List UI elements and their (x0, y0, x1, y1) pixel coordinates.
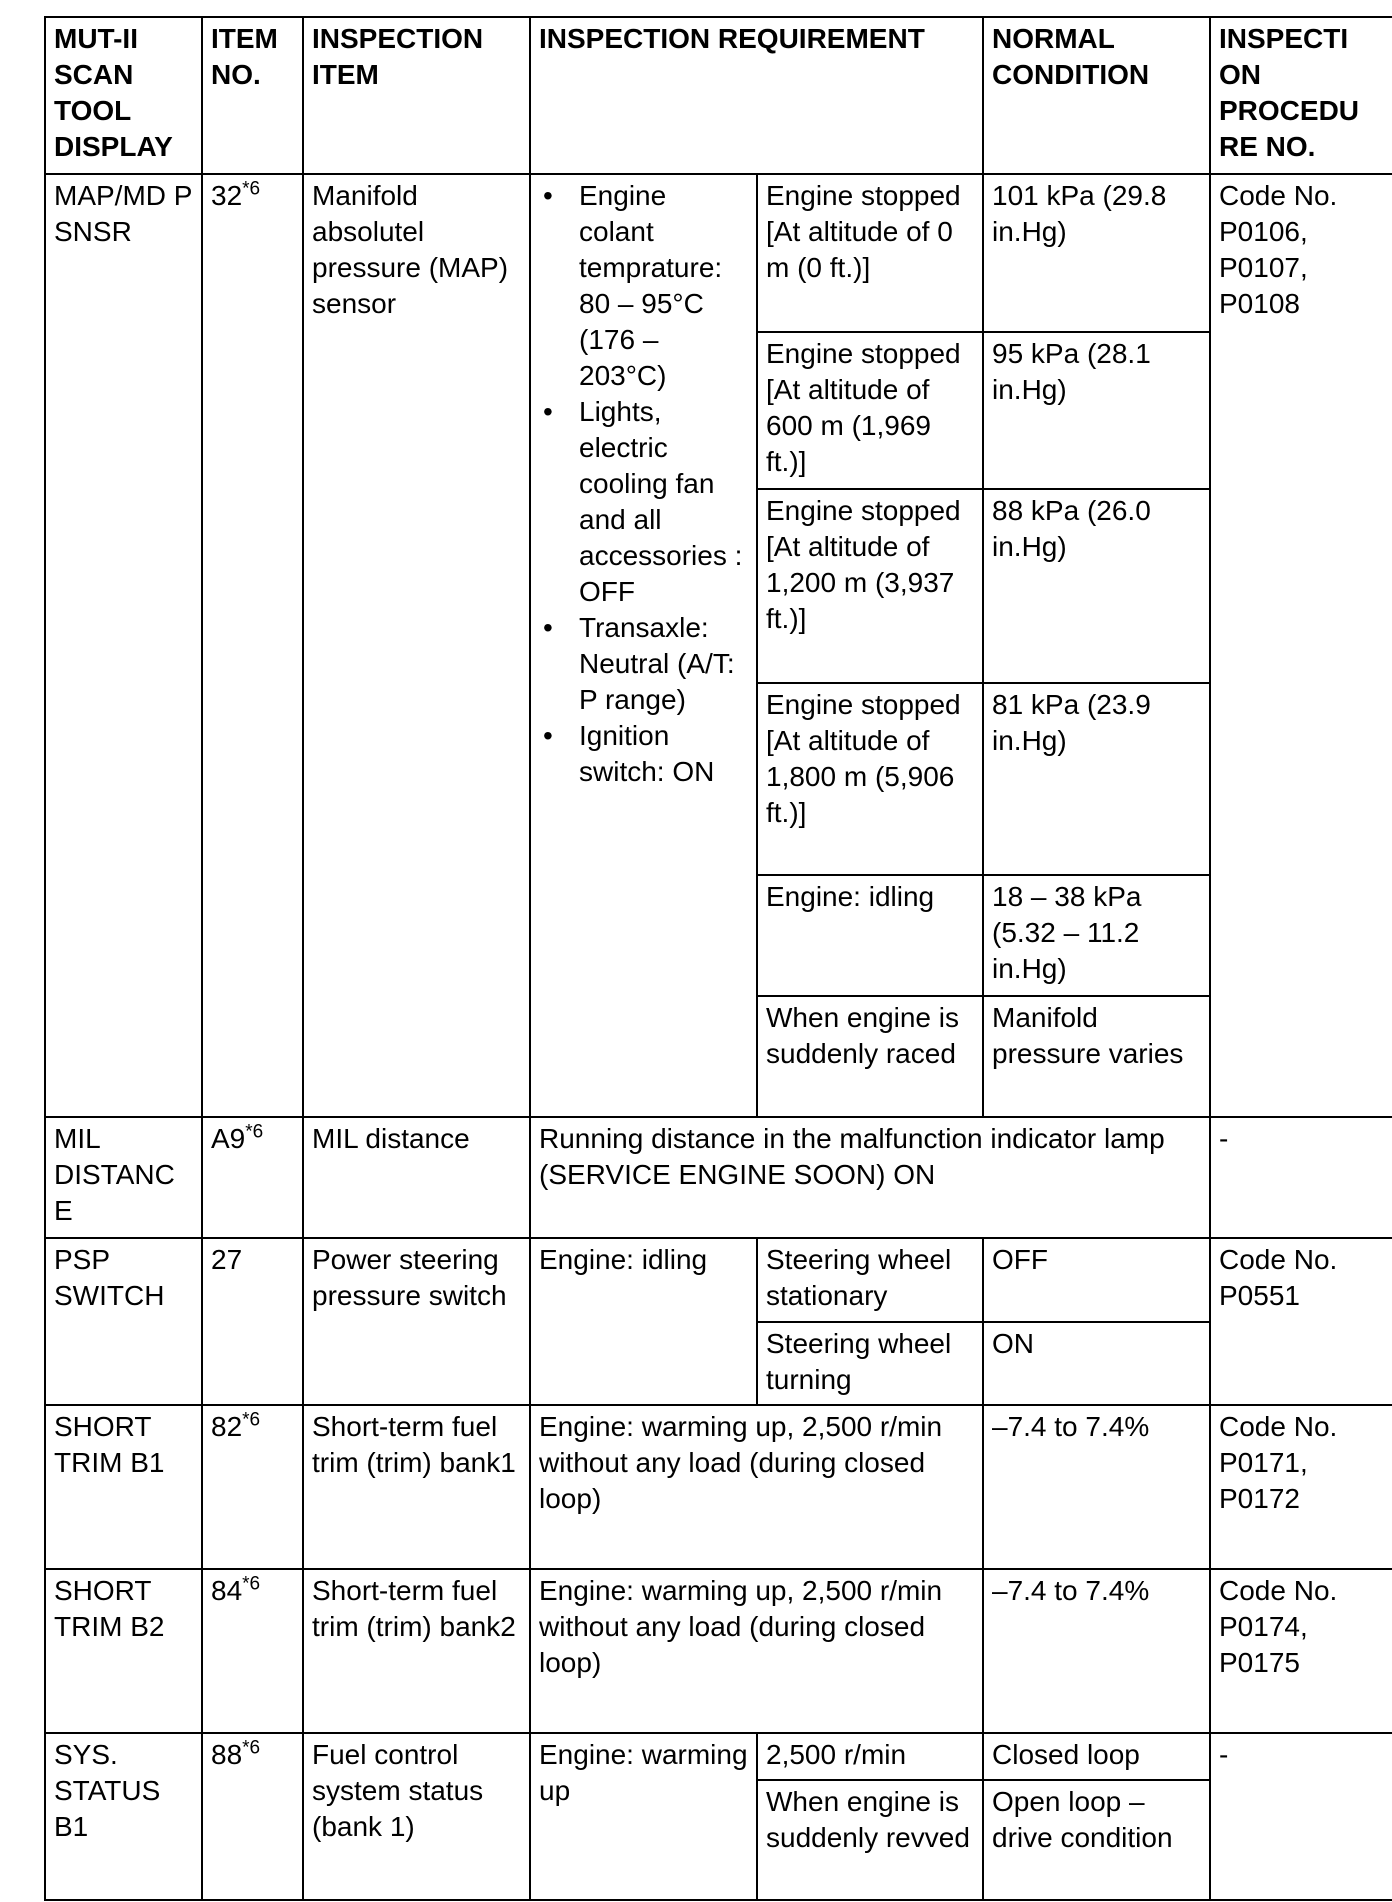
normal-cell: 95 kPa (28.1 in.Hg) (983, 332, 1210, 489)
display-cell: MAP/MD P SNSR (45, 174, 202, 1117)
item-cell: Short-term fuel trim (trim) bank2 (303, 1569, 530, 1733)
normal-cell: –7.4 to 7.4% (983, 1569, 1210, 1733)
item-cell: Manifold absolutel pressure (MAP) sensor (303, 174, 530, 1117)
header-item-no: ITEM NO. (202, 17, 303, 174)
item-no-cell: A9$^{*6}$ (202, 1117, 303, 1238)
table-row (45, 174, 1392, 332)
condition-cell: Steering wheel stationary (757, 1238, 983, 1322)
condition-cell: Engine: idling (757, 875, 983, 996)
table-row (45, 1117, 1392, 1238)
normal-cell: 88 kPa (26.0 in.Hg) (983, 489, 1210, 683)
display-cell: SHORT TRIM B2 (45, 1569, 202, 1733)
item-no-cell: 82$^{*6}$ (202, 1405, 303, 1569)
footnote-mark: *6 (242, 1737, 261, 1759)
condition-cell: Engine stopped [At altitude of 0 m (0 ft.)] (757, 174, 983, 332)
requirement-cell: Running distance in the malfunction indicator lamp (SERVICE ENGINE SOON) ON (530, 1117, 1210, 1238)
table-row (45, 1569, 1392, 1733)
item-no-cell: 32$^{*6}$ (202, 174, 303, 1117)
normal-cell: 81 kPa (23.9 in.Hg) (983, 683, 1210, 875)
procedure-cell: Code No. P0106, P0107, P0108 (1210, 174, 1392, 1117)
display-cell: MIL DISTANC E (45, 1117, 202, 1238)
normal-cell: ON (983, 1322, 1210, 1405)
header-procedure: INSPECTI ON PROCEDU RE NO. (1210, 17, 1392, 174)
item-cell: Fuel control system status (bank 1) (303, 1733, 530, 1900)
normal-cell: 18 – 38 kPa (5.32 – 11.2 in.Hg) (983, 875, 1210, 996)
procedure-cell: - (1210, 1117, 1392, 1238)
procedure-cell: Code No. P0174, P0175 (1210, 1569, 1392, 1733)
header-normal: NORMAL CONDITION (983, 17, 1210, 174)
item-no-cell: 27 (202, 1238, 303, 1405)
condition-cell: When engine is suddenly revved (757, 1780, 983, 1900)
list-item: • Engine colant temprature: 80 – 95°C (176 – 203°C) (543, 180, 723, 391)
condition-cell: Engine stopped [At altitude of 1,200 m (3,937 ft.)] (757, 489, 983, 683)
requirement-cell: Engine: warming up (530, 1733, 757, 1900)
condition-cell: When engine is suddenly raced (757, 996, 983, 1117)
normal-cell: Closed loop (983, 1733, 1210, 1780)
display-cell: SYS. STATUS B1 (45, 1733, 202, 1900)
header-row (45, 17, 1392, 174)
list-item: • Lights, electric cooling fan and all accessories : OFF (543, 396, 743, 607)
footnote-mark: *6 (242, 1409, 261, 1431)
condition-cell: Steering wheel turning (757, 1322, 983, 1405)
condition-cell: 2,500 r/min (757, 1733, 983, 1780)
header-display: MUT-II SCAN TOOL DISPLAY (45, 17, 202, 174)
table-row (45, 1405, 1392, 1569)
item-no-cell: 84$^{*6}$ (202, 1569, 303, 1733)
footnote-mark: *6 (242, 1573, 261, 1595)
condition-cell: Engine stopped [At altitude of 600 m (1,969 ft.)] (757, 332, 983, 489)
list-item: • Transaxle: Neutral (A/T: P range) (543, 612, 735, 715)
header-requirement: INSPECTION REQUIREMENT (530, 17, 983, 174)
requirement-list (539, 178, 748, 790)
normal-cell: OFF (983, 1238, 1210, 1322)
item-cell: MIL distance (303, 1117, 530, 1238)
condition-cell: Engine stopped [At altitude of 1,800 m (5,906 ft.)] (757, 683, 983, 875)
item-cell: Short-term fuel trim (trim) bank1 (303, 1405, 530, 1569)
requirement-cell: Engine: warming up, 2,500 r/min without any load (during closed loop) (530, 1405, 983, 1569)
procedure-cell: Code No. P0171, P0172 (1210, 1405, 1392, 1569)
normal-cell: –7.4 to 7.4% (983, 1405, 1210, 1569)
normal-cell: 101 kPa (29.8 in.Hg) (983, 174, 1210, 332)
item-cell: Power steering pressure switch (303, 1238, 530, 1405)
list-item: • Ignition switch: ON (543, 720, 715, 787)
inspection-table (44, 16, 1392, 1901)
display-cell: SHORT TRIM B1 (45, 1405, 202, 1569)
normal-cell: Manifold pressure varies (983, 996, 1210, 1117)
procedure-cell: Code No. P0551 (1210, 1238, 1392, 1405)
item-no-cell: 88$^{*6}$ (202, 1733, 303, 1900)
table-row (45, 1733, 1392, 1780)
procedure-cell: - (1210, 1733, 1392, 1900)
table-row (45, 1238, 1392, 1322)
requirement-cell: Engine: warming up, 2,500 r/min without any load (during closed loop) (530, 1569, 983, 1733)
footnote-mark: *6 (245, 1121, 264, 1143)
header-item: INSPECTION ITEM (303, 17, 530, 174)
normal-cell: Open loop – drive condition (983, 1780, 1210, 1900)
display-cell: PSP SWITCH (45, 1238, 202, 1405)
requirement-cell: Engine: idling (530, 1238, 757, 1405)
requirement-cell (530, 174, 757, 1117)
footnote-mark: *6 (242, 178, 261, 200)
